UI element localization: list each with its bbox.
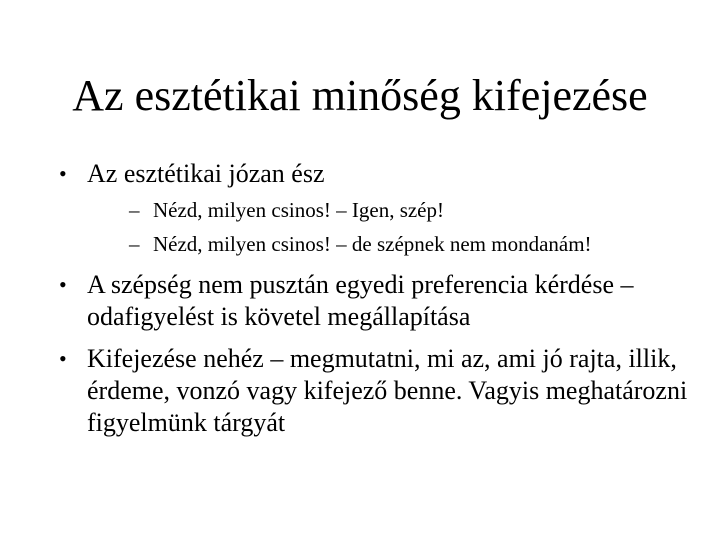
sub-bullet-list [87,197,694,257]
bullet-item [54,343,694,439]
bullet-text: A szépség nem pusztán egyedi preferencia kérdése – odafigyelést is követel megállapítása [87,270,634,331]
sub-bullet-item [87,231,694,257]
dash-icon: – [129,198,140,222]
bullet-text: Az esztétikai józan ész [87,159,325,188]
sub-bullet-item [87,197,694,223]
bullet-icon: • [59,161,67,186]
sub-bullet-text: Nézd, milyen csinos! – de szépnek nem mondanám! [153,232,592,256]
bullet-list [54,158,694,449]
bullet-item [54,269,694,333]
bullet-text: Kifejezése nehéz – megmutatni, mi az, ami jó rajta, illik, érdeme, vonzó vagy kifejező benne. Vagyis meghatározni figyelmünk tárgyát [87,344,688,437]
slide-title: Az esztétikai minőség kifejezése [72,71,648,120]
sub-bullet-text: Nézd, milyen csinos! – Igen, szép! [153,198,444,222]
dash-icon: – [129,232,140,256]
bullet-item [54,158,694,257]
bullet-icon: • [59,272,67,297]
bullet-icon: • [59,346,67,371]
